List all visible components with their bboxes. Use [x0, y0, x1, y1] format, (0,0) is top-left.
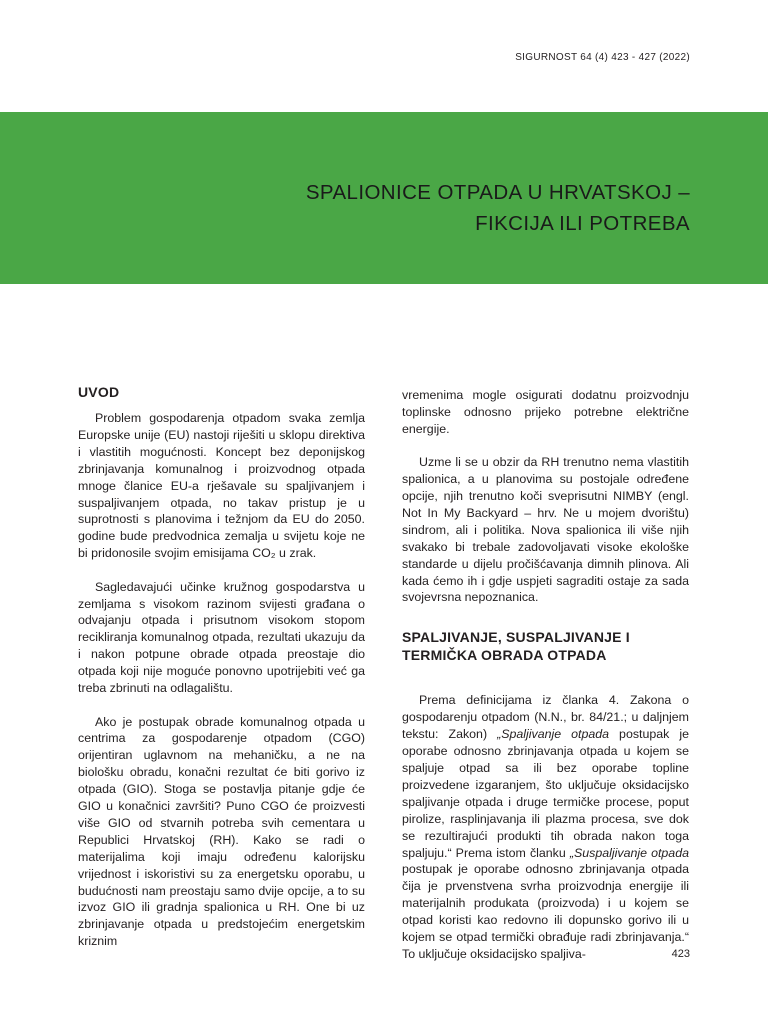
paragraph-uvod-3: Ako je postupak obrade komunalnog otpada u centrima za gospodarenje otpadom (CGO) orijentiran uglavnom na mehaničku, a ne na biološku obradu, konačni rezultat će biti gorivo iz otpada (GIO). Stoga se postavlja pitanje gdje će GIO u konačnici završiti? Puno CGO će proizvesti više GIO od stvarnih potreba svih cementara u Republici Hrvatskoj (RH). Kako se radi o materijalima koji imaju određenu kalorijsku vrijednost i iskoristivi su za energetsku oporabu, u budućnosti nam preostaju samo dvije opcije, a to su izvoz GIO ili gradnja spalionica u RH. One bi uz zbrinjavanje otpada u predstojećim energetskim kriznim — [78, 714, 365, 949]
paragraph-spaljivanje-1 — [402, 692, 689, 963]
journal-reference: SIGURNOST 64 (4) 423 - 427 (2022) — [515, 52, 690, 63]
title-band — [0, 112, 768, 284]
article-title — [306, 177, 690, 239]
section-heading-spaljivanje-line-2: TERMIČKA OBRADA OTPADA — [402, 647, 607, 664]
term-suspaljivanje-otpada: „Suspaljivanje otpada — [569, 845, 689, 860]
paragraph-uvod-4: Uzme li se u obzir da RH trenutno nema vlastitih spalionica, a u planovima su postojale određene opcije, njih trenutno koči sveprisutni NIMBY (engl. Not In My Backyard – hrv. Ne u mojem dvorištu) sindrom, ali i politika. Nova spalionica ili više njih svakako bi trebale zadovoljavati visoke ekološke standarde u dijelu pročišćavanja dimnih plinova. Ali kada ćemo ih i gdje uspjeti sagraditi ostaje za sada svojevrsna nepoznanica. — [402, 455, 689, 605]
paragraph-uvod-2: Sagledavajući učinke kružnog gospodarstva u zemljama s visokom razinom svijesti građana o odvajanju otpada i prisutnom visokom stopom recikliranja komunalnog otpada, rezultati ukazuju da i nakon potpune obrade otpada preostaje dio otpada koji nije moguće ponovno upotrijebiti već ga treba zbrinuti na odlagalištu. — [78, 579, 365, 696]
paragraph-uvod-3-continued: vremenima mogle osigurati dodatnu proizvodnju toplinske odnosno prijeko potrebne električne energije. — [402, 388, 689, 436]
section-heading-spaljivanje — [402, 628, 689, 664]
page-number: 423 — [671, 948, 690, 960]
article-title-line-1: SPALIONICE OTPADA U HRVATSKOJ – — [305, 181, 690, 204]
left-column — [78, 383, 365, 967]
right-column — [402, 387, 689, 979]
paragraph-spaljivanje-1-part-a: Prema definicijama iz članka 4. Zakona o gospodarenju otpadom (N.N., br. 84/21.; u daljnjem tekstu: Zakon) — [402, 693, 689, 742]
paragraph-uvod-1: Problem gospodarenja otpadom svaka zemlja Europske unije (EU) nastoji riješiti u sklopu direktiva i vlastitih mogućnosti. Koncept bez deponijskog zbrinjavanja komunalnog i proizvodnog otpada mnoge članice EU-a rješavale su spaljivanjem i suspaljivanjem otpada, no takav pristup je u suprotnosti s planovima i težnjom da EU do 2050. godine bude predvodnica zemalja u svijetu koje ne bi pridonosile svojim emisijama CO₂ u zrak. — [78, 411, 365, 561]
section-heading-uvod: UVOD — [78, 384, 120, 400]
term-spaljivanje-otpada: „Spaljivanje otpada — [497, 727, 610, 742]
article-title-line-2: FIKCIJA ILI POTREBA — [475, 212, 690, 235]
paragraph-spaljivanje-1-part-c: postupak je oporabe odnosno zbrinjavanja otpada čija je prvenstvena svrha proizvodnja energije ili materijalnih produkata (proizvoda) i u kojem se otpad koristi kao redovno ili dopunsko gorivo ili u kojem se otpad termički obrađuje radi zbrinjavanja.“ To uključuje oksidacijsko spaljiva- — [402, 862, 689, 961]
paragraph-spaljivanje-1-part-b: postupak je oporabe odnosno zbrinjavanja otpada u kojem se spaljuje otpad sa ili bez oporabe topline proizvedene izgaranjem, što uključuje oksidacijsko spaljivanje otpada i druge termičke procese, poput pirolize, rasplinjavanja ili plazma procesa, sve dok se rezultirajući produkti tih obrada nakon toga spaljuju.“ Prema istom članku — [402, 727, 689, 860]
section-heading-spaljivanje-line-1: SPALJIVANJE, SUSPALJIVANJE I — [402, 629, 630, 646]
